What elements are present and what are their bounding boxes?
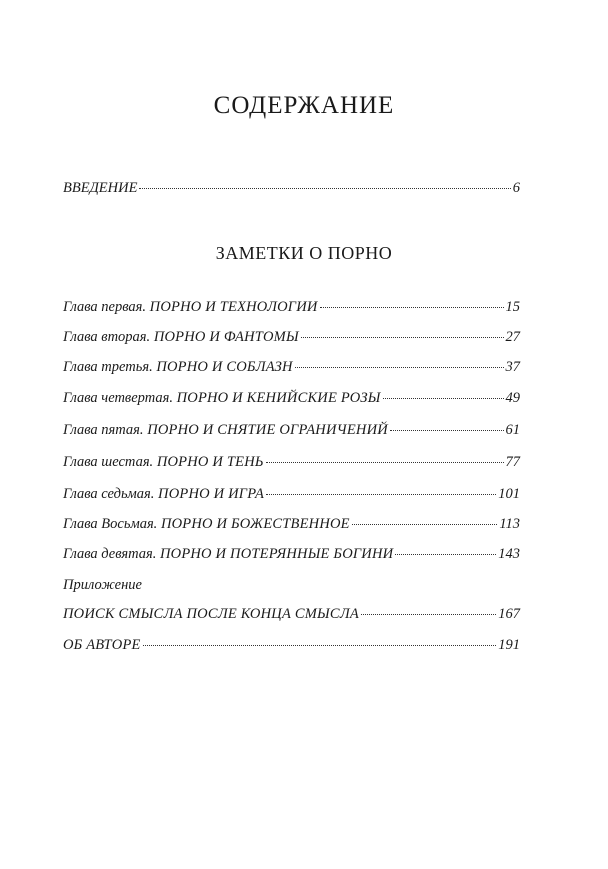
chapter-prefix: Глава вторая. (63, 329, 151, 345)
page-number: 77 (505, 454, 520, 470)
chapter-title: ПОРНО И КЕНИЙСКИЕ РОЗЫ (176, 390, 381, 406)
chapter-prefix: Глава третья. (63, 359, 153, 375)
page-number: 167 (498, 606, 520, 622)
dot-leader (301, 336, 504, 338)
chapter-title: ПОРНО И СНЯТИЕ ОГРАНИЧЕНИЙ (147, 422, 388, 438)
dot-leader (352, 523, 498, 525)
toc-title: СОДЕРЖАНИЕ (213, 92, 395, 119)
chapter-title: ПОРНО И СОБЛАЗН (156, 359, 293, 375)
dot-leader (295, 366, 504, 368)
page-number: 61 (505, 422, 520, 438)
dot-leader (390, 429, 504, 431)
toc-entry-chapter-7[interactable] (63, 484, 520, 504)
dot-leader (383, 397, 504, 399)
dot-leader (395, 553, 496, 555)
toc-entry-chapter-2[interactable] (63, 327, 520, 347)
toc-entry-chapter-3[interactable] (63, 357, 520, 377)
chapter-title: ПОРНО И БОЖЕСТВЕННОЕ (160, 516, 350, 532)
page-number: 113 (499, 516, 520, 532)
appendix-label: Приложение (63, 577, 142, 593)
dot-leader (320, 306, 504, 308)
chapter-prefix: Глава пятая. (63, 422, 144, 438)
toc-entry-chapter-9[interactable] (63, 544, 520, 564)
dot-leader (139, 187, 510, 189)
chapter-title: ПОРНО И ИГРА (158, 486, 265, 502)
chapter-prefix: Глава седьмая. (63, 486, 155, 502)
toc-entry-chapter-5[interactable] (63, 420, 520, 440)
chapter-prefix: Глава шестая. (63, 454, 154, 470)
toc-entry-about[interactable] (63, 635, 520, 655)
chapter-prefix: Глава Восьмая. (63, 516, 158, 532)
toc-entry-chapter-1[interactable] (63, 297, 520, 317)
page-number: 191 (498, 637, 520, 653)
page-number: 101 (498, 486, 520, 502)
page-number: 143 (498, 546, 520, 562)
chapter-prefix: Глава девятая. (63, 546, 157, 562)
chapter-title: ПОРНО И ПОТЕРЯННЫЕ БОГИНИ (159, 546, 394, 562)
chapter-prefix: Глава первая. (63, 299, 147, 315)
entry-title: ПОИСК СМЫСЛА ПОСЛЕ КОНЦА СМЫСЛА (63, 606, 359, 622)
page-number: 6 (512, 180, 520, 196)
toc-entry-chapter-6[interactable] (63, 452, 520, 472)
dot-leader (266, 493, 496, 495)
toc-entry-chapter-4[interactable] (63, 388, 520, 408)
toc-entry-intro[interactable] (63, 178, 520, 198)
page-number: 15 (505, 299, 520, 315)
chapter-title: ПОРНО И ФАНТОМЫ (153, 329, 299, 345)
dot-leader (361, 613, 496, 615)
entry-title: ВВЕДЕНИЕ (63, 180, 138, 196)
page-number: 37 (505, 359, 520, 375)
toc-entry-chapter-8[interactable] (63, 514, 520, 534)
dot-leader (266, 461, 504, 463)
section-title: ЗАМЕТКИ О ПОРНО (215, 243, 393, 263)
chapter-title: ПОРНО И ТЕХНОЛОГИИ (149, 299, 318, 315)
entry-title: ОБ АВТОРЕ (63, 637, 141, 653)
chapter-prefix: Глава четвертая. (63, 390, 173, 406)
page-number: 27 (505, 329, 520, 345)
toc-entry-appendix[interactable] (63, 604, 520, 624)
dot-leader (143, 644, 497, 646)
chapter-title: ПОРНО И ТЕНЬ (156, 454, 264, 470)
page-number: 49 (505, 390, 520, 406)
